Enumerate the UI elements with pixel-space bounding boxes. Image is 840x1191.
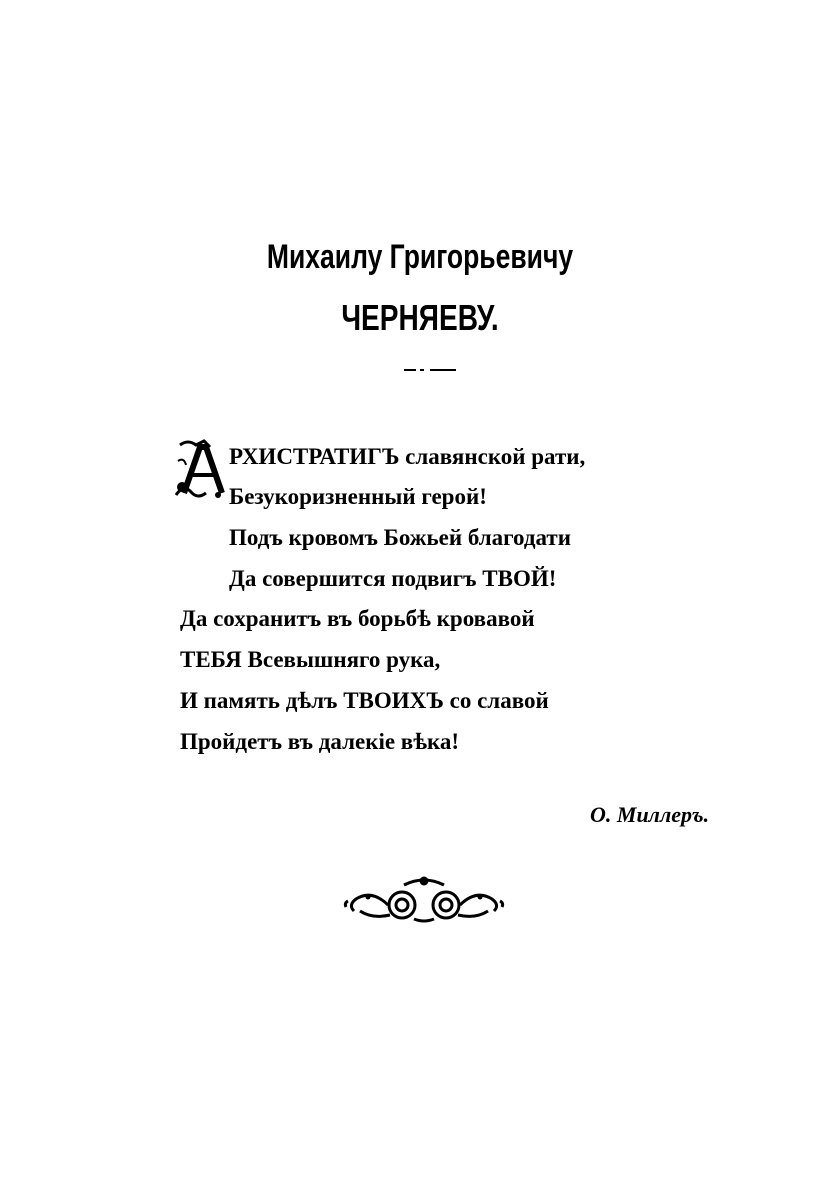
poem-line: Безукоризненный герой!	[229, 484, 487, 509]
floral-scroll-ornament-icon	[342, 875, 506, 925]
author-signature: О. Миллеръ.	[590, 802, 710, 827]
poem-line: РХИСТРАТИГЪ славянской рати,	[229, 444, 586, 469]
ornate-letter-a-icon	[174, 437, 230, 501]
dedication-name: Михаилу Григорьевичу	[266, 238, 574, 276]
poem-line: ТЕБЯ Всевышняго рука,	[180, 647, 441, 672]
poem-line: Подъ кровомъ Божьей благодати	[229, 525, 571, 550]
dash-divider	[404, 369, 460, 373]
poem-line: Да сохранитъ въ борьбѣ кровавой	[180, 606, 535, 631]
poem-line: Да совершится подвигъ ТВОЙ!	[229, 566, 557, 591]
dedication-surname: ЧЕРНЯЕВУ.	[341, 297, 499, 338]
poem-line: И память дѣлъ ТВОИХЪ со славой	[180, 688, 549, 713]
decorative-initial-letter	[174, 437, 230, 501]
poem-line: Пройдетъ въ далекіе вѣка!	[180, 729, 460, 754]
